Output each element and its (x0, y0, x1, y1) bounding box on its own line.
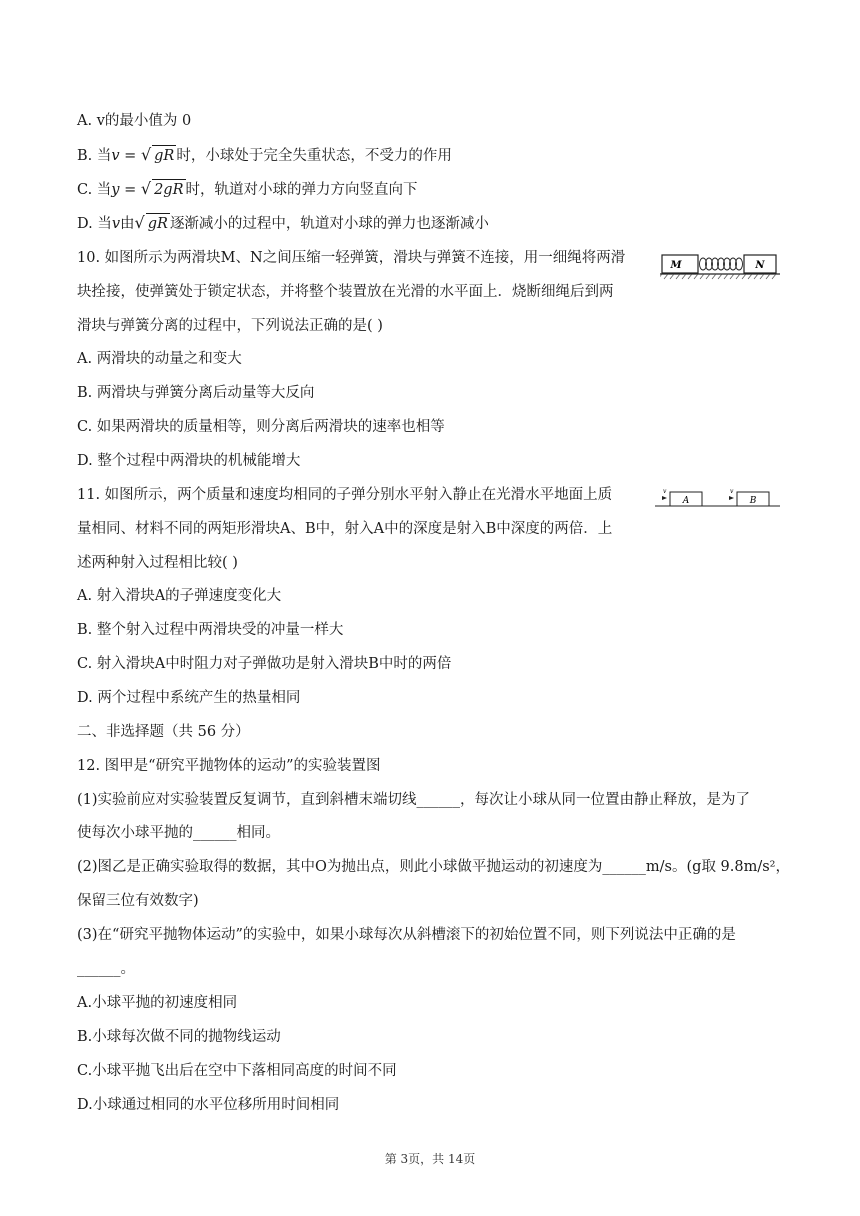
q9-option-c-math: y = (111, 182, 141, 198)
q12-part1-line-2: 使每次小球平抛的______相同。 (77, 825, 280, 841)
q9-option-b-radicand: gR (152, 145, 176, 166)
q10-option-d: D. 整个过程中两滑块的机械能增大 (77, 453, 301, 469)
q12-part1-line-1: (1)实验前应对实验装置反复调节，直到斜槽末端切线______，每次让小球从同一位置由静止释放，是为了 (77, 792, 751, 808)
q11-stem-line-1: 11. 如图所示，两个质量和速度均相同的子弹分别水平射入静止在光滑水平地面上质 (77, 487, 613, 503)
q12-option-a: A.小球平抛的初速度相同 (77, 995, 238, 1011)
sqrt-icon: √ (140, 145, 152, 164)
ground-hatch (660, 274, 776, 279)
q9-option-d-text: 逐渐减小的过程中，轨道对小球的弹力也逐渐减小 (169, 216, 489, 232)
bullet-b-velocity-label: v (730, 488, 734, 495)
section-heading: 二、非选择题（共 56 分） (77, 724, 250, 740)
q9-option-b-text: 时，小球处于完全失重状态，不受力的作用 (176, 148, 452, 164)
q9-option-d-radicand: gR (146, 213, 170, 234)
sqrt-icon: √ (140, 179, 152, 198)
q9-option-c-prefix: C. 当 (77, 182, 112, 198)
q9-option-b (77, 145, 452, 166)
q9-option-d (77, 213, 489, 234)
q12-part3-line-2: ______。 (77, 961, 135, 977)
bullet-a-velocity-label: v (663, 488, 667, 495)
bullet-icon (662, 496, 667, 500)
spring-blocks-figure (660, 250, 780, 280)
page-footer: 第 3页，共 14页 (384, 1152, 476, 1166)
q9-option-b-math: v = (111, 148, 141, 164)
bullet-icon (729, 496, 734, 500)
q10-stem-line-1: 10. 如图所示为两滑块M、N之间压缩一轻弹簧，滑块与弹簧不连接，用一细绳将两滑 (77, 250, 626, 266)
q12-title: 12. 图甲是“研究平抛物体的运动”的实验装置图 (77, 758, 381, 774)
q10-option-c: C. 如果两滑块的质量相等，则分离后两滑块的速率也相等 (77, 419, 445, 435)
q12-option-d: D.小球通过相同的水平位移所用时间相同 (77, 1097, 340, 1113)
q10-option-a: A. 两滑块的动量之和变大 (77, 351, 242, 367)
q11-option-c: C. 射入滑块A中时阻力对子弹做功是射入滑块B中时的两倍 (77, 656, 452, 672)
q12-part3-line-1: (3)在“研究平抛物体运动”的实验中，如果小球每次从斜槽滚下的初始位置不同，则下列说法中正确的是 (77, 927, 736, 943)
q9-option-d-math: v (111, 216, 121, 232)
q12-option-b: B.小球每次做不同的抛物线运动 (77, 1029, 281, 1045)
q11-option-b: B. 整个射入过程中两滑块受的冲量一样大 (77, 622, 344, 638)
bullet-blocks-figure (655, 485, 780, 509)
q11-stem-line-3: 述两种射入过程相比较( ) (77, 555, 238, 571)
q9-option-c-text: 时，轨道对小球的弹力方向竖直向下 (185, 182, 418, 198)
sqrt-icon: √ (134, 213, 145, 232)
q10-option-b: B. 两滑块与弹簧分离后动量等大反向 (77, 385, 315, 401)
q10-stem-line-3: 滑块与弹簧分离的过程中，下列说法正确的是( ) (77, 318, 383, 334)
q9-option-a: A. v的最小值为 0 (77, 113, 192, 129)
q9-option-b-prefix: B. 当 (77, 148, 112, 164)
q9-option-c (77, 179, 418, 200)
q12-part2-line-1: (2)图乙是正确实验取得的数据，其中O为抛出点，则此小球做平抛运动的初速度为______m/s。(g取 9.8m/s²， (77, 859, 790, 875)
q11-option-d: D. 两个过程中系统产生的热量相同 (77, 690, 301, 706)
q12-part2-line-2: 保留三位有效数字) (77, 893, 199, 909)
block-b-label: B (749, 496, 757, 506)
q9-option-d-prefix: D. 当 (77, 216, 112, 232)
q11-stem-line-2: 量相同、材料不同的两矩形滑块A、B中，射入A中的深度是射入B中深度的两倍．上 (77, 521, 613, 537)
q9-option-c-radicand: 2gR (152, 179, 185, 200)
q12-option-c: C.小球平抛飞出后在空中下落相同高度的时间不同 (77, 1063, 397, 1079)
q11-option-a: A. 射入滑块A的子弹速度变化大 (77, 588, 282, 604)
block-m-label: M (670, 260, 682, 271)
spring-icon (700, 258, 743, 270)
q9-option-d-mid: 由 (120, 216, 135, 232)
q10-stem-line-2: 块拴接，使弹簧处于锁定状态，并将整个装置放在光滑的水平面上．烧断细绳后到两 (77, 284, 614, 300)
block-n-label: N (755, 260, 765, 271)
block-a-label: A (682, 496, 690, 506)
